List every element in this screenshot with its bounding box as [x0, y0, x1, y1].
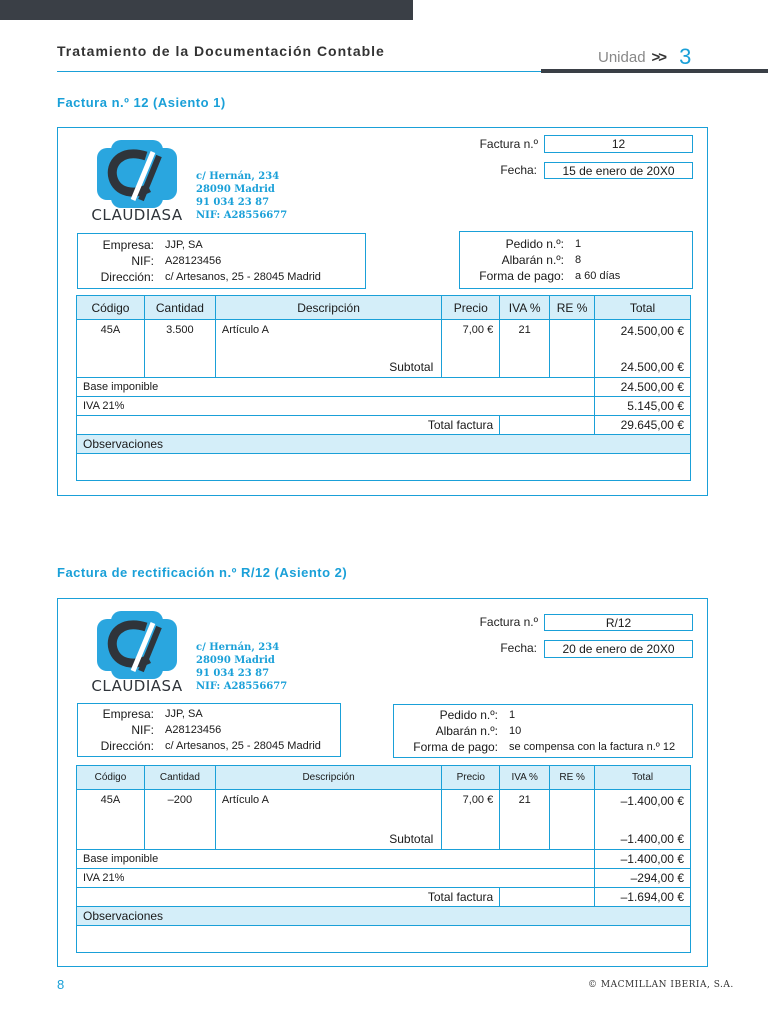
unit-indicator — [598, 42, 691, 68]
unit-number: 3 — [679, 44, 692, 69]
invoice-date-value: 20 de enero de 20X0 — [544, 640, 693, 658]
forma-pago-value: se compensa con la factura n.º 12 — [509, 741, 676, 753]
observaciones-body-row — [77, 926, 691, 953]
col-descripcion: Descripción — [215, 766, 441, 790]
empresa-value: JJP, SA — [165, 708, 203, 720]
col-iva: IVA % — [500, 766, 550, 790]
section-title-invoice-1: Factura n.º 12 (Asiento 1) — [57, 95, 226, 110]
item-precio: 7,00 € — [442, 320, 500, 378]
nif-label: NIF: — [131, 254, 154, 268]
iva-row — [77, 397, 691, 416]
iva-value: 5.145,00 € — [595, 397, 691, 416]
item-descripcion: Artículo A — [221, 794, 269, 806]
iva-label: IVA 21% — [77, 869, 595, 888]
col-cantidad: Cantidad — [144, 296, 215, 320]
total-factura-spacer — [500, 888, 595, 907]
direccion-label: Dirección: — [100, 739, 154, 753]
iva-label: IVA 21% — [77, 397, 595, 416]
company-city: 28090 Madrid — [196, 184, 275, 195]
company-address: c/ Hernán, 234 — [196, 642, 280, 653]
base-imponible-value: 24.500,00 € — [595, 378, 691, 397]
company-info — [196, 170, 287, 222]
pedido-value: 1 — [575, 238, 582, 250]
base-imponible-label: Base imponible — [77, 378, 595, 397]
item-re — [550, 320, 595, 378]
pedido-value: 1 — [509, 709, 516, 721]
item-total: 24.500,00 € — [620, 324, 684, 338]
items-table — [76, 765, 691, 953]
albaran-label: Albarán n.º: — [501, 253, 564, 267]
albaran-label: Albarán n.º: — [435, 724, 498, 738]
col-codigo: Código — [77, 766, 145, 790]
base-imponible-row — [77, 850, 691, 869]
company-info — [196, 641, 287, 693]
col-re: RE % — [550, 766, 595, 790]
invoice-date-label: Fecha: — [500, 163, 537, 177]
total-factura-value: –1.694,00 € — [595, 888, 691, 907]
header-rule-dark — [541, 69, 768, 73]
subtotal-label: Subtotal — [389, 832, 434, 846]
total-factura-spacer — [500, 416, 595, 435]
company-address: c/ Hernán, 234 — [196, 171, 280, 182]
col-precio: Precio — [442, 296, 500, 320]
client-box — [77, 703, 341, 757]
total-factura-value: 29.645,00 € — [595, 416, 691, 435]
item-codigo: 45A — [77, 790, 145, 850]
total-factura-label: Total factura — [77, 888, 500, 907]
item-codigo: 45A — [77, 320, 145, 378]
company-phone: 91 034 23 87 — [196, 668, 270, 679]
subtotal-label: Subtotal — [389, 360, 434, 374]
item-precio: 7,00 € — [442, 790, 500, 850]
unit-label: Unidad — [598, 49, 646, 66]
albaran-value: 8 — [575, 254, 582, 266]
items-table — [76, 295, 691, 481]
base-imponible-value: –1.400,00 € — [595, 850, 691, 869]
base-imponible-label: Base imponible — [77, 850, 595, 869]
col-re: RE % — [550, 296, 595, 320]
client-box — [77, 233, 366, 289]
col-cantidad: Cantidad — [144, 766, 215, 790]
direccion-value: c/ Artesanos, 25 - 28045 Madrid — [165, 271, 321, 283]
company-city: 28090 Madrid — [196, 655, 275, 666]
table-row — [77, 320, 691, 378]
col-total: Total — [595, 766, 691, 790]
albaran-value: 10 — [509, 725, 522, 737]
invoice-1 — [57, 127, 708, 496]
forma-pago-value: a 60 días — [575, 270, 621, 282]
forma-pago-label: Forma de pago: — [479, 269, 564, 283]
claudiasa-logo-icon — [91, 605, 183, 693]
header-rule-blue — [57, 71, 542, 72]
item-descripcion: Artículo A — [221, 324, 269, 336]
iva-value: –294,00 € — [595, 869, 691, 888]
invoice-number-value: R/12 — [544, 614, 693, 631]
item-total-cell — [595, 320, 691, 378]
item-iva: 21 — [500, 790, 550, 850]
company-nif: NIF: A28556677 — [196, 210, 288, 221]
iva-row — [77, 869, 691, 888]
observaciones-header-row — [77, 907, 691, 926]
observaciones-label: Observaciones — [77, 907, 691, 926]
item-descripcion-cell — [215, 320, 441, 378]
claudiasa-logo-icon — [91, 134, 183, 222]
observaciones-label: Observaciones — [77, 435, 691, 454]
col-descripcion: Descripción — [215, 296, 441, 320]
empresa-value: JJP, SA — [165, 239, 203, 251]
logo-text: CLAUDIASA — [91, 677, 183, 693]
observaciones-body-row — [77, 454, 691, 481]
pedido-label: Pedido n.º: — [505, 237, 564, 251]
direccion-label: Dirección: — [100, 270, 154, 284]
observaciones-body — [77, 454, 691, 481]
observaciones-body — [77, 926, 691, 953]
page-number: 8 — [57, 977, 65, 992]
empresa-label: Empresa: — [102, 707, 154, 721]
company-nif: NIF: A28556677 — [196, 681, 288, 692]
invoice-2 — [57, 598, 708, 967]
base-imponible-row — [77, 378, 691, 397]
invoice-date-label: Fecha: — [500, 641, 537, 655]
empresa-label: Empresa: — [102, 238, 154, 252]
invoice-number-label: Factura n.º — [479, 137, 538, 151]
order-box — [459, 231, 693, 289]
col-codigo: Código — [77, 296, 145, 320]
total-factura-row — [77, 416, 691, 435]
subtotal-value: –1.400,00 € — [620, 832, 684, 846]
chevron-double-right-icon: >> — [651, 49, 666, 66]
total-factura-label: Total factura — [77, 416, 500, 435]
col-iva: IVA % — [500, 296, 550, 320]
direccion-value: c/ Artesanos, 25 - 28045 Madrid — [165, 740, 321, 752]
logo-text: CLAUDIASA — [91, 206, 183, 222]
invoice-number-label: Factura n.º — [479, 615, 538, 629]
forma-pago-label: Forma de pago: — [413, 740, 498, 754]
order-box — [393, 704, 693, 758]
item-cantidad: –200 — [144, 790, 215, 850]
col-total: Total — [595, 296, 691, 320]
item-cantidad: 3.500 — [144, 320, 215, 378]
company-phone: 91 034 23 87 — [196, 197, 270, 208]
observaciones-header-row — [77, 435, 691, 454]
nif-value: A28123456 — [165, 724, 222, 736]
item-total: –1.400,00 € — [620, 794, 684, 808]
top-dark-bar — [0, 0, 413, 20]
invoice-number-value: 12 — [544, 135, 693, 153]
col-precio: Precio — [442, 766, 500, 790]
item-descripcion-cell — [215, 790, 441, 850]
total-factura-row — [77, 888, 691, 907]
table-row — [77, 790, 691, 850]
subtotal-value: 24.500,00 € — [620, 360, 684, 374]
item-iva: 21 — [500, 320, 550, 378]
page-header-title: Tratamiento de la Documentación Contable — [57, 43, 385, 59]
nif-value: A28123456 — [165, 255, 222, 267]
nif-label: NIF: — [131, 723, 154, 737]
copyright: © MACMILLAN IBERIA, S.A. — [588, 980, 734, 990]
item-re — [550, 790, 595, 850]
section-title-invoice-2: Factura de rectificación n.º R/12 (Asiento 2) — [57, 565, 348, 580]
pedido-label: Pedido n.º: — [439, 708, 498, 722]
item-total-cell — [595, 790, 691, 850]
invoice-date-value: 15 de enero de 20X0 — [544, 162, 693, 179]
